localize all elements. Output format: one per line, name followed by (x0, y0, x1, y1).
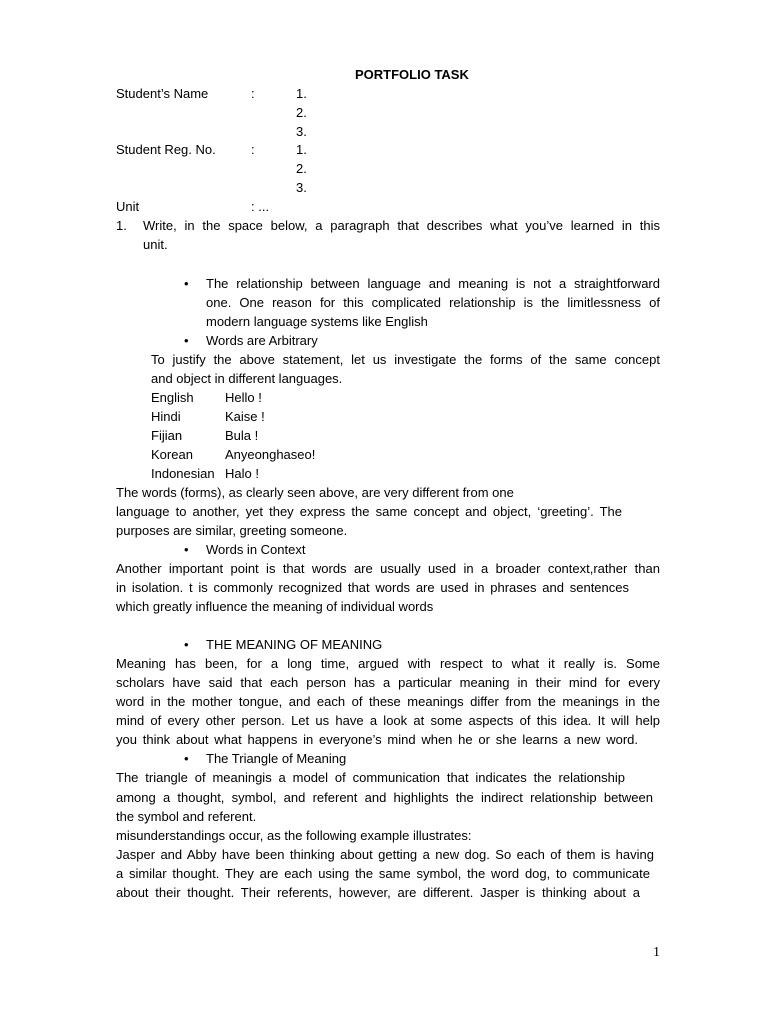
page-title: PORTFOLIO TASK (355, 67, 469, 82)
page-number: 1 (653, 945, 660, 960)
meaning-line-1: Meaning has been, for a long time, argued with respect to what it really is. Some (116, 656, 660, 671)
bullet-relationship-line-1: • The relationship between language and meaning is not a straightforward (206, 276, 660, 291)
reg-no-colon: : (251, 142, 255, 157)
question-line-1: Write, in the space below, a paragraph that describes what you’ve learned in this (143, 218, 660, 233)
lang-name: Indonesian (151, 466, 215, 481)
meaning-line-2: scholars have said that each person has a particular meaning in their mind for every (116, 675, 660, 690)
question-line-2: unit. (143, 237, 168, 252)
bullet-context-text: Words in Context (206, 542, 306, 557)
triangle-line-4: misunderstandings occur, as the following example illustrates: (116, 828, 472, 843)
context-line-1: Another important point is that words are usually used in a broader context,rather than (116, 561, 660, 576)
reg-no-num-1: 1. (296, 142, 307, 157)
lang-name: Fijian (151, 428, 183, 443)
bullet-meaning-of-meaning-text: THE MEANING OF MEANING (206, 637, 383, 652)
bullet-relationship-line-3: modern language systems like English (206, 314, 428, 329)
triangle-line-2: among a thought, symbol, and referent and highlights the indirect relationship between (116, 790, 653, 805)
lang-word: Bula ! (225, 428, 259, 443)
meaning-line-5: you think about what happens in everyone’s mind when he or she learns a new word. (116, 732, 638, 747)
forms-line-3: purposes are similar, greeting someone. (116, 523, 348, 538)
bullet-triangle-text: The Triangle of Meaning (206, 751, 347, 766)
lang-name: Korean (151, 447, 193, 462)
lang-word: Anyeonghaseo! (225, 447, 316, 462)
student-name-colon: : (251, 86, 255, 101)
meaning-line-3: word in the mother tongue, and each of these meanings differ from the meanings in the (116, 694, 660, 709)
lang-word: Kaise ! (225, 409, 265, 424)
reg-no-num-2: 2. (296, 161, 307, 176)
student-name-num-2: 2. (296, 105, 307, 120)
bullet-relationship (206, 274, 660, 331)
justify-line-1: To justify the above statement, let us investigate the forms of the same concept (151, 352, 660, 367)
bullet-arbitrary (206, 331, 318, 350)
triangle-line-3: the symbol and referent. (116, 809, 257, 824)
lang-word: Hello ! (225, 390, 262, 405)
meaning-line-4: mind of every other person. Let us have a look at some aspects of this idea. It will help (116, 713, 660, 728)
forms-line-1: The words (forms), as clearly seen above, are very different from one (116, 485, 514, 500)
bullet-arbitrary-text: Words are Arbitrary (206, 333, 318, 348)
reg-no-num-3: 3. (296, 180, 307, 195)
bullet-relationship-line-2: one. One reason for this complicated relationship is the limitlessness of (206, 295, 660, 310)
unit-value: : ... (251, 199, 270, 214)
bullet-context (206, 540, 305, 559)
triangle-line-6: a similar thought. They are each using the same symbol, the word dog, to communicate (116, 866, 650, 881)
forms-line-2: language to another, yet they express the same concept and object, ‘greeting’. The (116, 504, 622, 519)
bullet-triangle (206, 749, 346, 768)
triangle-line-7: about their thought. Their referents, however, are different. Jasper is thinking about a (116, 885, 640, 900)
lang-name: Hindi (151, 409, 181, 424)
unit-label: Unit (116, 199, 140, 214)
triangle-line-5: Jasper and Abby have been thinking about getting a new dog. So each of them is having (116, 847, 654, 862)
student-name-num-1: 1. (296, 86, 307, 101)
bullet-meaning-of-meaning (206, 635, 382, 654)
context-line-3: which greatly influence the meaning of individual words (116, 599, 434, 614)
lang-word: Halo ! (225, 466, 259, 481)
context-line-2: in isolation. t is commonly recognized that words are used in phrases and sentences (116, 580, 629, 595)
student-name-label: Student’s Name (116, 86, 209, 101)
student-name-num-3: 3. (296, 124, 307, 139)
lang-name: English (151, 390, 194, 405)
triangle-line-1: The triangle of meaningis a model of communication that indicates the relationship (116, 770, 625, 785)
justify-line-2: and object in different languages. (151, 371, 343, 386)
reg-no-label: Student Reg. No. (116, 142, 216, 157)
question-number: 1. (116, 218, 127, 233)
